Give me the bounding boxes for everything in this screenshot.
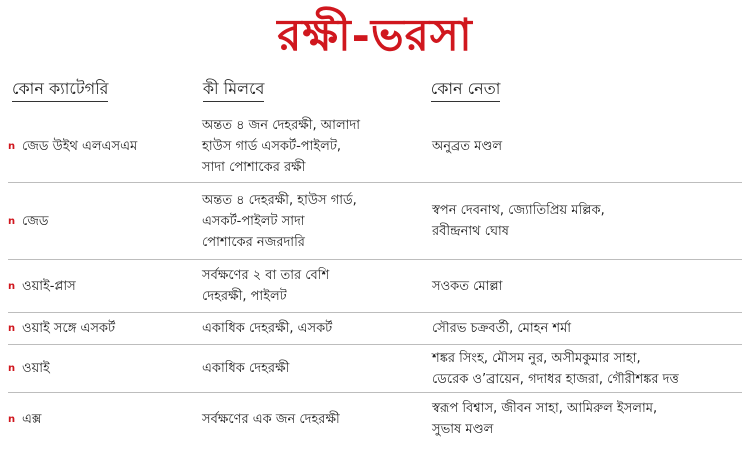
- provision-cell: সর্বক্ষণের ২ বা তার বেশি দেহরক্ষী, পাইলট: [202, 268, 330, 304]
- table-row: [8, 313, 742, 345]
- bullet-icon: n: [8, 215, 16, 227]
- category-label: ওয়াই: [22, 361, 50, 376]
- category-label: এক্স: [22, 411, 42, 427]
- page-title: রক্ষী-ভরসা: [277, 10, 473, 61]
- provision-cell: অন্তত ৪ দেহরক্ষী, হাউস গার্ড, এসকর্ট-পাইলট সাদা পোশাকের নজরদারি: [202, 192, 357, 250]
- category-cell: [8, 136, 198, 157]
- provision-cell: সর্বক্ষণের এক জন দেহরক্ষী: [202, 411, 340, 427]
- provision-cell: অন্তত ৪ জন দেহরক্ষী, আলাদা হাউস গার্ড এসকর্ট-পাইলট, সাদা পোশাকের রক্ষী: [202, 117, 361, 175]
- provision-cell: একাধিক দেহরক্ষী: [202, 361, 290, 376]
- table-row: [8, 110, 742, 183]
- leaders-cell: অনুব্রত মণ্ডল: [432, 138, 503, 154]
- header-category: কোন ক্যাটেগরি: [8, 79, 197, 102]
- leaders-cell: সৌরভ চক্রবর্তী, মোহন শর্মা: [432, 321, 572, 336]
- category-cell: [8, 358, 198, 379]
- bullet-icon: n: [8, 363, 16, 374]
- category-label: জেড: [22, 213, 49, 229]
- category-cell: [8, 318, 198, 339]
- header-provision: কী মিলবে: [197, 79, 421, 102]
- bullet-icon: n: [8, 413, 16, 425]
- table-row: [8, 393, 742, 445]
- category-cell: [8, 211, 198, 232]
- table-row: [8, 183, 742, 260]
- table-body: [8, 110, 742, 445]
- leaders-cell: সওকত মোল্লা: [432, 278, 503, 294]
- category-label: ওয়াই সঙ্গে এসকর্ট: [22, 321, 116, 336]
- category-label: ওয়াই-প্লাস: [22, 278, 76, 294]
- table-row: [8, 260, 742, 313]
- table-row: [8, 345, 742, 393]
- header-leaders: কোন নেতা: [421, 79, 742, 102]
- provision-cell: একাধিক দেহরক্ষী, এসকর্ট: [202, 321, 333, 336]
- bullet-icon: n: [8, 140, 16, 152]
- leaders-cell: স্বপন দেবনাথ, জ্যোতিপ্রিয় মল্লিক, রবীন্দ্রনাথ ঘোষ: [432, 203, 605, 239]
- leaders-cell: স্বরূপ বিশ্বাস, জীবন সাহা, আমিরুল ইসলাম, সুভাষ মণ্ডল: [432, 401, 658, 437]
- bullet-icon: n: [8, 323, 16, 334]
- table-header: [8, 72, 742, 106]
- category-label: জেড উইথ এলএসএম: [22, 138, 138, 154]
- category-cell: [8, 409, 198, 430]
- bullet-icon: n: [8, 280, 16, 292]
- category-cell: [8, 276, 198, 297]
- leaders-cell: শঙ্কর সিংহ, মৌসম নুর, অসীমকুমার সাহা, ডেরেক ও’ব্রায়েন, গদাধর হাজরা, গৌরীশঙ্কর দত্ত: [432, 350, 679, 387]
